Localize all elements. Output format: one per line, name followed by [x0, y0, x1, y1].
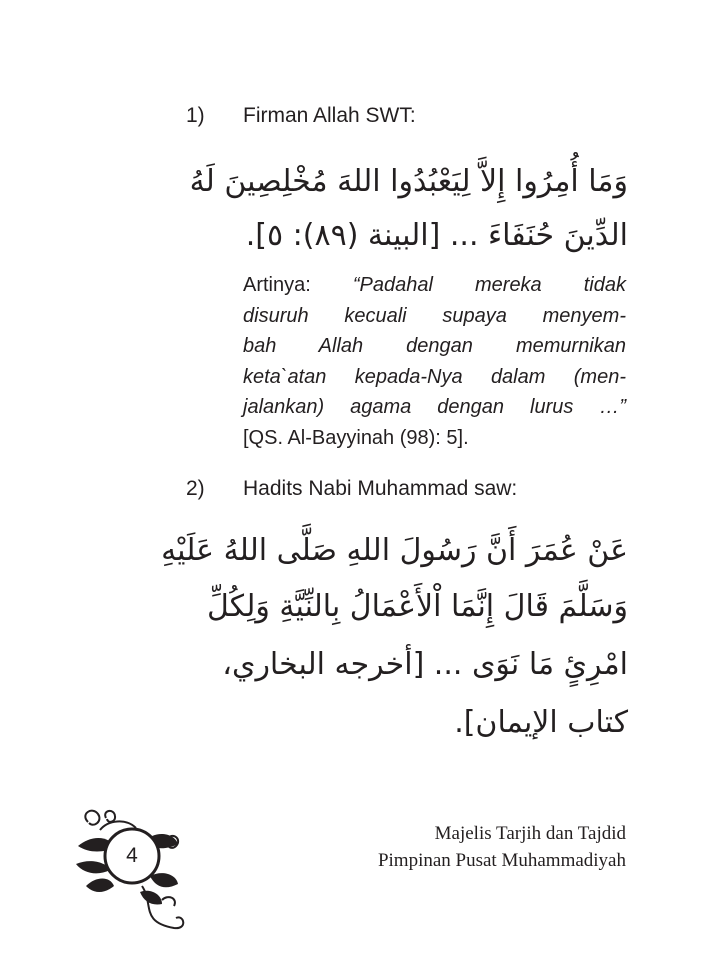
item-heading: Firman Allah SWT:	[243, 104, 416, 127]
arabic-hadith-line: وَسَلَّمَ قَالَ إِنَّمَا اْلأَعْمَالُ بِالنِّيَّةِ وَلِكُلِّ	[206, 589, 628, 624]
translation-line: keta`atan kepada-Nya dalam (men-	[243, 365, 626, 388]
item-heading: Hadits Nabi Muhammad saw:	[243, 477, 518, 500]
translation-text: “Padahal mereka tidak	[352, 274, 626, 296]
arabic-verse-line: الدِّينَ حُنَفَاءَ ... [البينة (٨٩): ٥].	[245, 218, 628, 253]
translation-block	[243, 270, 626, 453]
translation-label: Artinya:	[243, 274, 311, 296]
arabic-hadith-line: كتاب الإيمان].	[454, 705, 628, 740]
arabic-verse-line: وَمَا أُمِرُوا إِلاَّ لِيَعْبُدُوا اللهَ مُخْلِصِينَ لَهُ	[189, 164, 628, 199]
arabic-hadith-line: عَنْ عُمَرَ أَنَّ رَسُولَ اللهِ صَلَّى اللهُ عَلَيْهِ	[161, 533, 628, 568]
translation-line: disuruh kecuali supaya menyem-	[243, 304, 626, 327]
reference: [QS. Al-Bayyinah (98): 5].	[243, 426, 469, 449]
item-number: 2)	[186, 477, 205, 500]
item-number: 1)	[186, 104, 205, 127]
translation-line: jalankan) agama dengan lurus …”	[243, 396, 626, 418]
footer-publisher	[378, 820, 626, 874]
page-number: 4	[126, 844, 138, 867]
translation-line: bah Allah dengan memurnikan	[243, 335, 626, 357]
footer-line: Majelis Tarjih dan Tajdid	[434, 823, 626, 844]
arabic-hadith-line: امْرِئٍ مَا نَوَى ... [أخرجه البخاري،	[222, 647, 628, 682]
translation-line	[243, 270, 626, 301]
footer-line: Pimpinan Pusat Muhammadiyah	[377, 850, 626, 871]
